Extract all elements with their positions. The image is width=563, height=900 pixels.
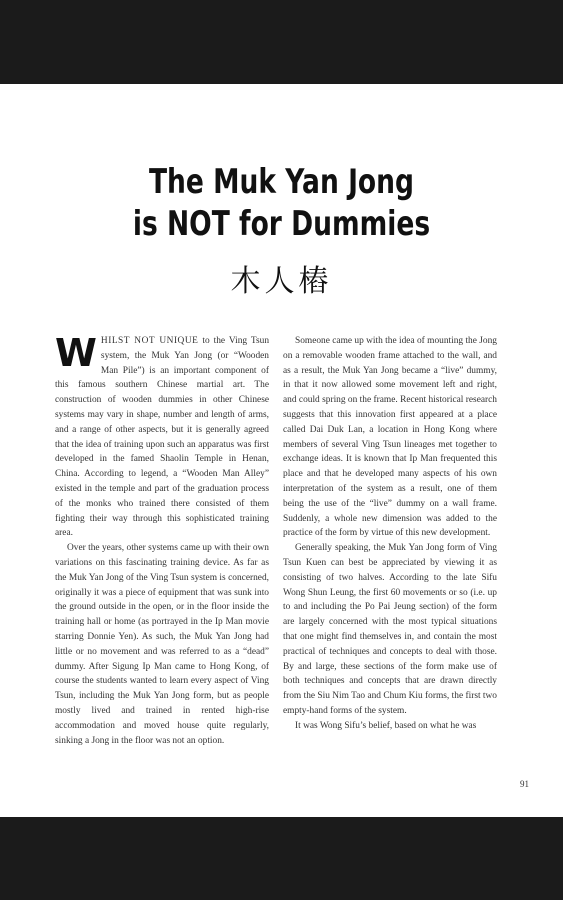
drop-cap: W: [55, 331, 97, 375]
right-paragraph-1: Someone came up with the idea of mounting the Jong on a removable wooden frame attached to the wall, and as a result, the Muk Yan Jong became a “live” dummy, in that it now allowed some movement left and right, and could spring on the frame. Recent historical research suggests that this innovation first appeared at a place called Dai Duk Lan, a location in Hong Kong where members of several Ving Tsun lineages met together to exchange ideas. It is known that Ip Man frequented this place and that he developed many aspects of his own interpretation of the system as a result, one of them being the use of the “live” dummy on a wall frame. Suddenly, a whole new dimension was added to the practice of the form by virtue of this new development.: [283, 336, 497, 539]
left-paragraph-1-text: to the Ving Tsun system, the Muk Yan Jong (or “Wooden Man Pile”) is an important component of this famous southern Chinese martial art. The construction of wooden dummies in other Chinese systems may vary in shape, number and length of arms, and a range of other aspects, but it is generally agreed that the idea of training upon such an apparatus was first developed in the famed Shaolin Temple in Henan, China. According to legend, a “Wooden Man Alley” existed in the temple and part of the graduation process of the monks who trained there consisted of them fighting their way through this sophisticated training area.: [55, 336, 270, 539]
left-column: [55, 331, 270, 748]
left-paragraph-2: Over the years, other systems came up with their own variations on this fascinating training device. As far as the Muk Yan Jong of the Ving Tsun system is concerned, originally it was a piece of equipment that was sunk into the ground outside in the open, or in the floor inside the training hall or home (as portrayed in the Ip Man movie starring Donnie Yen). As such, the Muk Yan Jong had little or no movement and was referred to as a “dead” dummy. After Sigung Ip Man came to Hong Kong, of course the students wanted to learn every aspect of Ving Tsun, including the Muk Yan Jong form, but as people mostly lived and trained in rented high-rise accommodation and moved house quite regularly, sinking a Jong in the floor was not an option.: [55, 543, 269, 746]
article-title-line-2: is NOT for Dummies: [132, 204, 431, 244]
right-paragraph-2: Generally speaking, the Muk Yan Jong form of Ving Tsun Kuen can best be appreciated by viewing it as consisting of two halves. According to the late Sifu Wong Shun Leung, the first 60 movements or so (i.e. up to and including the Po Pai Jeung section) of the form are largely concerned with the most typical situations that one might find themselves in, and contain the most practical of techniques and concepts to deal with those. By and large, these sections of the form make use of both techniques and concepts that are drawn directly from the Siu Nim Tao and Chum Kiu forms, the first two empty-hand forms of the system.: [283, 543, 497, 716]
lead-in: HILST NOT UNIQUE: [100, 336, 199, 346]
left-paragraph-1: [55, 331, 270, 541]
chinese-title: 木人樁: [230, 264, 333, 299]
right-paragraph-3: It was Wong Sifu’s belief, based on what he was: [295, 720, 477, 731]
page-number: 91: [520, 779, 529, 789]
bottom-black-bar: [0, 817, 563, 900]
top-black-bar: [0, 0, 563, 84]
magazine-page: [0, 84, 563, 817]
article-title-line-1: The Muk Yan Jong: [148, 162, 415, 202]
right-column: [283, 334, 497, 734]
